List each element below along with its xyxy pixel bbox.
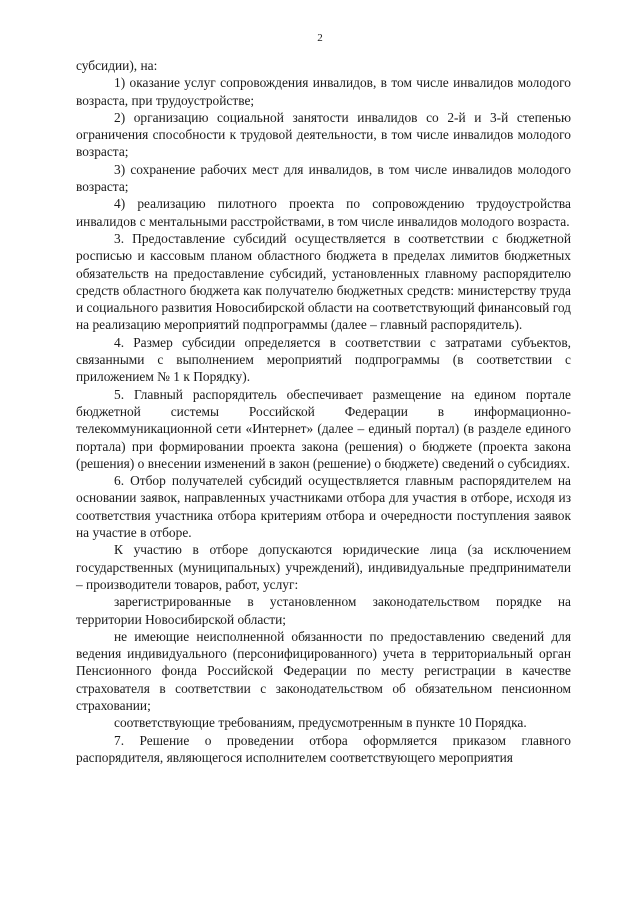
paragraph: 3) сохранение рабочих мест для инвалидов, в том числе инвалидов молодого возраста; bbox=[76, 161, 571, 195]
paragraph: 4. Размер субсидии определяется в соответствии с затратами субъектов, связанными с выполнением мероприятий подпрограммы (в соответствии с приложением № 1 к Порядку). bbox=[76, 334, 571, 385]
page-number: 2 bbox=[317, 32, 323, 44]
paragraph: 6. Отбор получателей субсидий осуществляется главным распорядителем на основании заявок, направленных участниками отбора для участия в отборе, исходя из соответствия участника отбора критериям отбора и очередности поступления заявок на участие в отборе. bbox=[76, 473, 571, 541]
paragraph: 5. Главный распорядитель обеспечивает размещение на едином портале бюджетной системы Российской Федерации в информационно-телекоммуникационной сети «Интернет» (далее – единый портал) (в разделе единого портала) при формировании проекта закона (решения) о бюджете (проекта закона (решения) о внесении изменений в закон (решение) о бюджете) сведений о субсидиях. bbox=[76, 386, 571, 471]
paragraph: 4) реализацию пилотного проекта по сопровождению трудоустройства инвалидов с ментальными расстройствами, в том числе инвалидов молодого возраста. bbox=[76, 196, 571, 229]
paragraph: не имеющие неисполненной обязанности по предоставлению сведений для ведения индивидуального (персонифицированного) учета в территориальный орган Пенсионного фонда Российской Федерации по месту регистрации в качестве страхователя в соответствии с законодательством об обязательном пенсионном страховании; bbox=[76, 628, 571, 713]
paragraph: соответствующие требованиям, предусмотренным в пункте 10 Порядка. bbox=[114, 715, 527, 731]
paragraph: зарегистрированные в установленном законодательством порядке на территории Новосибирской области; bbox=[76, 594, 571, 627]
paragraph: К участию в отборе допускаются юридические лица (за исключением государственных (муниципальных) учреждений), индивидуальные предприниматели – производители товаров, работ, услуг: bbox=[76, 542, 571, 592]
document-body bbox=[76, 57, 571, 766]
paragraph: 2) организацию социальной занятости инвалидов со 2-й и 3-й степенью ограничения способности к трудовой деятельности, в том числе инвалидов молодого возраста; bbox=[76, 109, 571, 160]
paragraph: 7. Решение о проведении отбора оформляется приказом главного распорядителя, являющегося исполнителем соответствующего мероприятия bbox=[76, 732, 571, 765]
paragraph: 1) оказание услуг сопровождения инвалидов, в том числе инвалидов молодого возраста, при трудоустройстве; bbox=[76, 75, 571, 108]
paragraph: 3. Предоставление субсидий осуществляется в соответствии с бюджетной росписью и кассовым планом областного бюджета в пределах лимитов бюджетных обязательств на предоставление субсидий, установленных главному распорядителю средств областного бюджета как получателю бюджетных средств: министерству труда и социального развития Новосибирской области на соответствующий финансовый год на реализацию мероприятий подпрограммы (далее – главный распорядитель). bbox=[76, 230, 571, 333]
paragraph: субсидии), на: bbox=[76, 58, 158, 73]
